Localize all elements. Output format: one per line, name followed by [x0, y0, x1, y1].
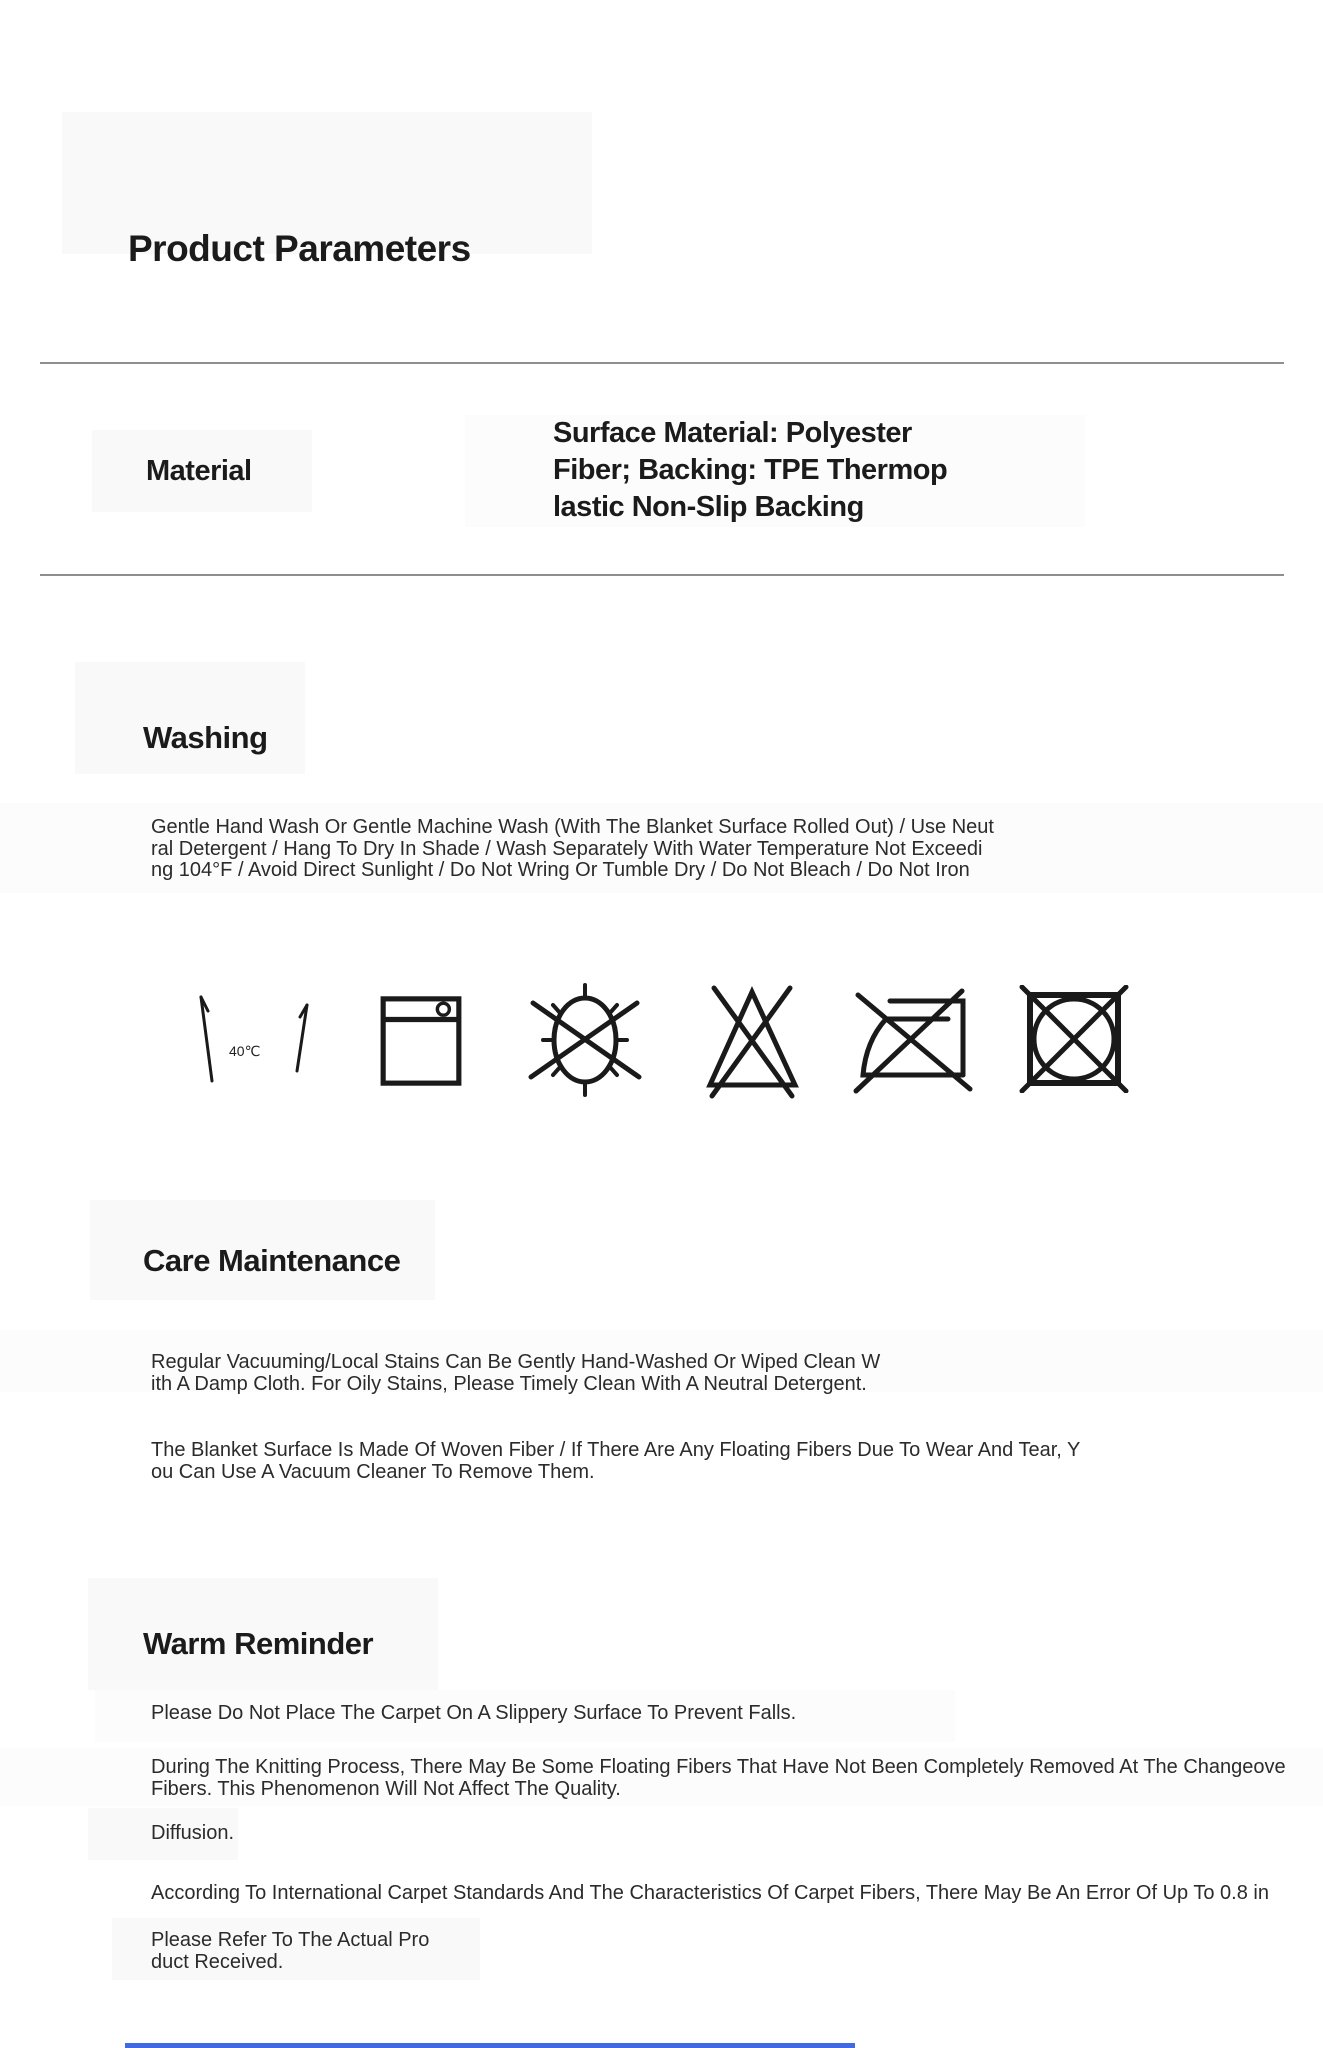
care-maintenance-paragraph-1	[151, 1352, 880, 1395]
warm-reminder-paragraph-2	[151, 1757, 1286, 1800]
do-not-tumble-dry-icon	[1018, 985, 1130, 1093]
warm-reminder-paragraph-5	[151, 1930, 429, 1973]
warm-reminder-paragraph-1: Please Do Not Place The Carpet On A Slippery Surface To Prevent Falls.	[151, 1702, 797, 1724]
divider	[40, 574, 1284, 576]
do-not-bleach-icon	[700, 980, 805, 1100]
material-label: Material	[146, 455, 252, 487]
material-value-line: Surface Material: Polyester	[553, 417, 912, 449]
warm-reminder-heading: Warm Reminder	[143, 1626, 374, 1661]
care-maintenance-line: Regular Vacuuming/Local Stains Can Be Gently Hand-Washed Or Wiped Clean W	[151, 1351, 881, 1373]
washing-instructions-line: ng 104°F / Avoid Direct Sunlight / Do Not Wring Or Tumble Dry / Do Not Bleach / Do Not Iron	[151, 859, 970, 881]
hand-wash-40c-icon	[185, 985, 335, 1095]
care-maintenance-paragraph-2	[151, 1440, 1080, 1483]
washing-instructions-line: ral Detergent / Hang To Dry In Shade / Wash Separately With Water Temperature Not Exceedi	[151, 837, 983, 860]
washing-heading: Washing	[143, 720, 268, 755]
care-maintenance-line: ou Can Use A Vacuum Cleaner To Remove Them.	[151, 1460, 595, 1483]
care-maintenance-line: ith A Damp Cloth. For Oily Stains, Please Timely Clean With A Neutral Detergent.	[151, 1372, 867, 1395]
care-maintenance-heading: Care Maintenance	[143, 1243, 401, 1278]
washing-instructions	[151, 817, 994, 882]
machine-wash-icon	[378, 993, 464, 1089]
washing-instructions-line: Gentle Hand Wash Or Gentle Machine Wash (With The Blanket Surface Rolled Out) / Use Neut	[151, 816, 994, 838]
warm-reminder-line: duct Received.	[151, 1950, 284, 1973]
do-not-iron-icon	[850, 985, 975, 1095]
warm-reminder-line: During The Knitting Process, There May Be Some Floating Fibers That Have Not Been Completely Removed At The Changeove	[151, 1756, 1286, 1778]
care-maintenance-line: The Blanket Surface Is Made Of Woven Fiber / If There Are Any Floating Fibers Due To Wear And Tear, Y	[151, 1439, 1081, 1461]
divider	[40, 362, 1284, 364]
warm-reminder-line: Fibers. This Phenomenon Will Not Affect The Quality.	[151, 1777, 621, 1800]
warm-reminder-paragraph-4: According To International Carpet Standards And The Characteristics Of Carpet Fibers, There May Be An Error Of Up To 0.8 in	[151, 1882, 1269, 1904]
do-not-sun-dry-icon	[525, 975, 645, 1105]
page-title: Product Parameters	[128, 228, 471, 269]
warm-reminder-paragraph-3: Diffusion.	[151, 1822, 235, 1844]
material-value-line: lastic Non-Slip Backing	[553, 491, 864, 523]
material-value-line: Fiber; Backing: TPE Thermop	[553, 454, 948, 486]
warm-reminder-line: Please Refer To The Actual Pro	[151, 1929, 430, 1951]
hand-wash-temp-label: 40℃	[229, 1043, 261, 1059]
section-accent-bar	[125, 2043, 855, 2048]
background-patch	[75, 662, 305, 774]
material-value	[553, 415, 947, 526]
